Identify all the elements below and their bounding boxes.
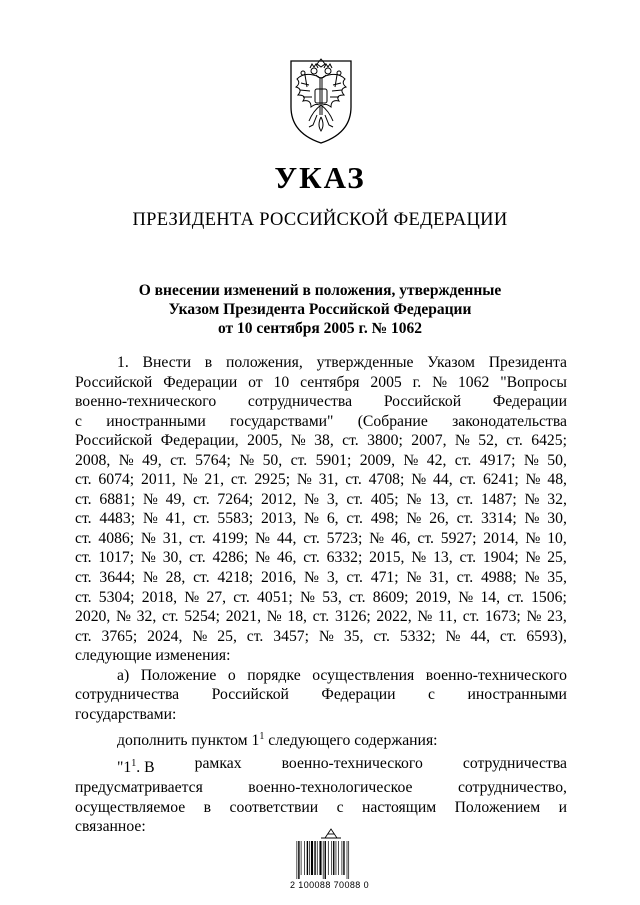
word: 21, [204,471,225,489]
paragraph-line [75,685,567,705]
word: ст. [193,510,210,528]
word: № [369,529,385,547]
word: 471; [370,569,399,587]
subject-line: О внесении изменений в положения, утвержденные [138,282,502,299]
word: 2022, [376,608,412,626]
word: № [417,608,433,626]
word: 50, [547,451,567,469]
word: утвержденные [316,354,414,371]
word: настоящим [362,798,437,816]
word: Внести [142,354,191,371]
word: № [411,471,427,489]
paragraph-line [75,778,567,798]
paragraph-line [75,509,567,529]
word: Федерации, [160,432,239,450]
subject-line: от 10 сентября 2005 г. № 1062 [217,320,423,337]
word: 3644; [99,569,136,587]
word: сотрудничества [462,755,567,773]
word: 11, [438,608,458,626]
word: 2015, [369,549,405,567]
word: 1673; [485,608,521,626]
word: 30, [162,549,183,567]
word: ст. [456,490,474,508]
paragraph-1 [75,353,567,646]
word: 31, [429,569,449,587]
word: ст. [189,529,206,547]
quote-lead [117,754,155,778]
word: законодательства [452,412,567,430]
document-subject [0,281,640,338]
word: 2005 [370,373,402,391]
word: № [445,627,461,645]
supplement-text: следующего содержания: [264,732,438,750]
word: 44, [470,627,490,645]
word: 2008, [75,451,111,469]
word: 2011, [141,471,176,489]
word: 5332; [399,627,436,645]
word: 2020, [75,608,111,626]
word: 1506; [531,588,567,606]
word: 6425; [531,432,567,450]
word: 2021, [225,608,261,626]
word: 5764; [195,451,231,469]
barcode-bar [307,841,308,875]
barcode-bar [348,841,349,879]
word: 30, [547,510,567,528]
word: 2009, [359,451,395,469]
word: ст. [230,471,248,489]
word: ст. [290,451,308,469]
barcode-icon [296,841,366,879]
word: 31, [318,471,339,489]
word: 498; [370,510,399,528]
document-type-title: УКАЗ [274,160,366,195]
word: Президента [488,354,567,371]
word: № [255,549,271,567]
word: 53, [322,588,342,606]
paragraph-line [75,588,567,608]
word: 28, [165,569,186,587]
word: № [300,588,315,606]
word: 3126; [334,608,371,626]
word: № [266,608,282,626]
word: № [454,432,470,450]
word: а) [117,666,130,684]
word: 42, [426,451,447,469]
word: 1. [117,354,129,371]
word: 27, [206,588,227,606]
barcode-bar [336,841,337,875]
word: г. [412,373,422,391]
word: . В [136,759,155,777]
word: военно-технологическое [248,778,413,796]
barcode-bar [309,841,310,875]
word: № [304,569,320,587]
word: ст. [75,510,92,528]
word: 4988; [480,569,517,587]
word: № [304,490,320,508]
word: 2925; [254,471,291,489]
word: ст. [349,588,366,606]
word: 1487; [480,490,517,508]
word: ст. [346,569,363,587]
word: ст. [459,549,477,567]
barcode-bar [347,841,348,879]
word: 3457; [273,627,309,645]
paragraph-line [75,607,567,627]
superscript: 1 [259,731,265,743]
barcode-bar [343,841,344,875]
word: 32, [136,608,157,626]
word: № [411,549,427,567]
word: № [458,588,474,606]
word: № [296,471,312,489]
word: Положение [140,666,217,684]
word: Федерации [492,393,567,411]
word: № [118,451,134,469]
word: Российской [211,686,289,704]
word: № [525,529,541,547]
word: № [432,373,448,391]
word: 6, [326,510,339,528]
paragraph-line: государствами: [75,705,177,723]
word: военно-технического [281,755,423,773]
word: 4218; [217,569,254,587]
word: № [255,529,271,547]
paragraph-line [75,470,567,490]
word: Российской [75,373,153,391]
barcode-bar [333,841,334,875]
publisher-mark-icon [311,826,351,840]
word: № [524,490,540,508]
word: сотрудничества [247,393,353,411]
superscript: 1 [131,758,137,770]
word: ст. [75,529,92,547]
word: с [75,412,82,430]
word: 1017; [98,549,135,567]
word: осуществления [312,666,415,684]
word: 23, [547,608,567,626]
word: положения, [225,354,303,371]
paragraph-line [75,627,567,647]
word: 4708; [368,471,405,489]
word: ст. [246,627,264,645]
barcode-bar [338,841,339,875]
word: ст. [189,549,206,567]
word: 4051; [257,588,293,606]
issuer-title: ПРЕЗИДЕНТА РОССИЙСКОЙ ФЕДЕРАЦИИ [132,210,508,230]
paragraph-line [75,529,567,549]
word: ст. [345,471,362,489]
word: № [142,569,158,587]
word: 4199; [212,529,249,547]
word: 46, [390,529,411,547]
word: 6881; [99,490,136,508]
barcode-bar [314,841,315,875]
word: 405; [370,490,399,508]
word: 4086; [98,529,135,547]
word: "Вопросы [500,373,567,391]
word: 2014, [483,529,519,547]
word: 1062 [457,373,490,391]
word: 46, [276,549,297,567]
word: 2019, [415,588,452,606]
word: № [182,471,198,489]
word: № [406,490,422,508]
document-body [75,353,567,837]
subject-line: Указом Президента Российской Федерации [168,301,472,318]
word: 14, [480,588,501,606]
word: 2012, [260,490,297,508]
word: 3765; [101,627,138,645]
word: 38, [314,432,334,450]
word: № [239,451,255,469]
word: № [526,608,542,626]
word: осуществляемое [75,798,186,816]
word: № [524,569,540,587]
word: № [140,549,156,567]
word: № [525,471,541,489]
word: 5583; [217,510,254,528]
word: и [558,798,567,816]
word: 35, [547,569,567,587]
word: 52, [478,432,498,450]
word: 4917; [479,451,516,469]
word: предусматривается [75,778,203,796]
word: № [116,608,131,626]
word: ст. [193,490,210,508]
word: ст. [170,451,187,469]
word: ст. [75,627,92,645]
word: 48, [547,471,567,489]
word: ст. [417,529,434,547]
word: 5927; [440,529,477,547]
word: ст. [456,569,474,587]
quote-first-line [75,754,567,778]
word: № [142,490,158,508]
word: 25, [217,627,237,645]
word: ст. [303,549,320,567]
word: 49, [142,451,162,469]
word: иностранными [467,686,567,704]
word: 6241; [482,471,519,489]
paragraph-line [75,490,567,510]
paragraph-line [75,431,567,451]
word: 18, [287,608,307,626]
word: 44, [433,471,453,489]
word: ст. [507,588,524,606]
word: 2005, [247,432,283,450]
word: военно-технического [425,666,567,684]
word: сентября [300,373,360,391]
word: 5901; [315,451,352,469]
word: 2013, [260,510,297,528]
paragraph-line [75,798,567,818]
word: 3, [326,569,339,587]
word: рамках [194,755,242,773]
word: ст. [161,608,179,626]
word: 7264; [217,490,254,508]
word: сотрудничества [75,686,180,704]
barcode-bar [342,841,343,875]
word: № [524,510,540,528]
word: 2018, [141,588,178,606]
word: Федерации [163,373,238,391]
barcode-bar [331,841,332,875]
word: 35, [343,627,364,645]
barcode-bar [323,841,324,879]
word: № [184,588,200,606]
paragraph-line: связанное: [75,818,146,836]
word: 6074; [98,471,135,489]
word: ст. [373,627,390,645]
barcode-bar [301,841,302,875]
word: 5254; [184,608,220,626]
word: сотрудничество, [457,778,567,796]
word: иностранными [106,412,206,430]
word: ст. [193,569,210,587]
word: Положением [454,798,541,816]
word: 5723; [326,529,363,547]
barcode-bar [328,841,329,875]
word: № [192,627,208,645]
barcode-block [290,826,372,890]
word: о [227,666,236,684]
word: ст. [346,510,363,528]
word: 2007, [411,432,447,450]
word: № [140,529,156,547]
word: порядке [247,666,301,684]
word: 2016, [260,569,297,587]
word: 13, [429,490,449,508]
word: 3, [326,490,339,508]
quote-number: "1 [117,759,132,777]
paragraph-line [75,666,567,686]
word: 49, [165,490,186,508]
word: ст. [499,627,517,645]
word: ст. [303,529,320,547]
word: 31, [162,529,183,547]
barcode-bar [304,841,305,875]
word: ст. [456,510,474,528]
paragraph-line [75,568,567,588]
russian-coat-of-arms-icon [283,55,359,147]
paragraph-line: следующие изменения: [75,647,231,665]
word: 25, [547,549,567,567]
word: ст. [233,588,250,606]
word: № [406,510,422,528]
barcode-bar [297,841,298,879]
word: в [204,354,213,371]
word: Российской [383,393,462,411]
word: 10 [273,373,290,391]
word: № [142,510,158,528]
word: ст. [75,549,92,567]
word: с [428,686,435,704]
word: ст. [342,432,359,450]
word: ст. [506,432,523,450]
word: ст. [75,490,92,508]
word: соответствии [229,798,319,816]
word: 3800; [367,432,403,450]
paragraph-line [75,392,567,412]
word: в [203,798,212,816]
word: ст. [75,588,92,606]
word: ст. [75,471,92,489]
word: военно-технического [75,393,217,411]
word: 6593), [526,627,567,645]
word: ст. [312,608,330,626]
barcode-number: 2 100088 70088 0 [290,880,369,890]
paragraph-line [75,548,567,568]
word: Федерации [321,686,396,704]
word: № [403,451,419,469]
word: от [248,373,263,391]
word: 5304; [98,588,135,606]
subparagraph-a [75,666,567,705]
word: 50, [262,451,283,469]
word: 41, [165,510,186,528]
word: 4286; [212,549,249,567]
word: № [525,549,541,567]
paragraph-line [75,451,567,471]
word: Указом [427,354,475,371]
barcode-bar [317,841,318,875]
word: № [318,627,334,645]
word: ст. [454,451,472,469]
barcode-bar [325,841,326,879]
word: № [406,569,422,587]
word: ст. [346,490,363,508]
word: ст. [459,471,477,489]
word: 6332; [326,549,363,567]
word: 4483; [99,510,136,528]
word: ст. [462,608,480,626]
word: 44, [276,529,297,547]
word: 13, [433,549,453,567]
paragraph-line [75,412,567,432]
word: 10, [547,529,567,547]
word: 32, [547,490,567,508]
word: 3314; [480,510,517,528]
word: с [336,798,344,816]
supplement-line [75,727,567,751]
barcode-bar [319,841,321,875]
word: 26, [429,510,449,528]
word: № [290,432,306,450]
paragraph-line [75,353,567,373]
supplement-text: дополнить пунктом 1 [117,732,260,750]
word: 8609; [372,588,409,606]
word: № [523,451,539,469]
quote-body [75,778,567,817]
paragraph-line [75,373,567,393]
barcode-bar [311,841,313,875]
word: ст. [75,569,92,587]
word: № [304,510,320,528]
barcode-bar [298,841,299,879]
word: 2024, [147,627,183,645]
word: 1904; [482,549,519,567]
word: Российской [75,432,153,450]
word: государствами" [230,412,334,430]
word: (Собрание [357,412,428,430]
